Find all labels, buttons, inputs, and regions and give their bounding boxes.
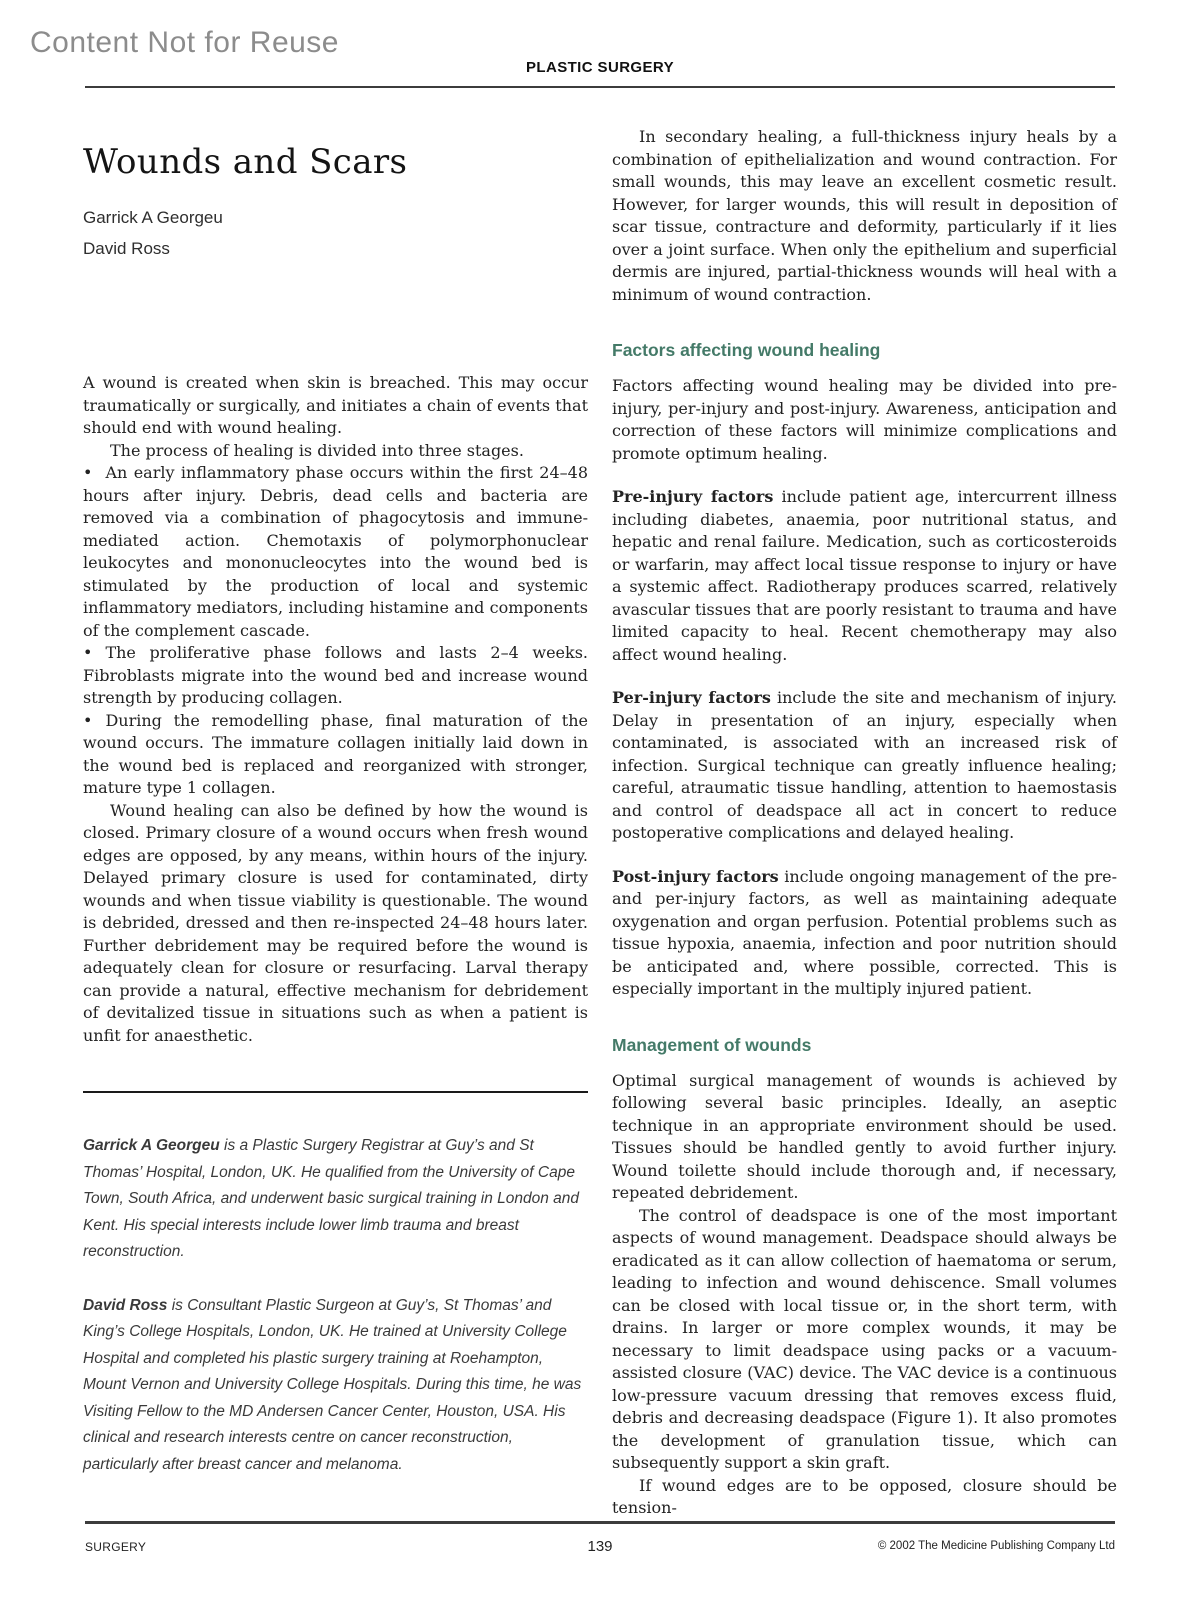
author-name: David Ross	[83, 239, 170, 258]
bullet-item	[83, 642, 588, 710]
running-head-section: PLASTIC SURGERY	[526, 59, 674, 76]
bullet-text: An early inflammatory phase occurs within the first 24–48 hours after injury. Debris, dead cells and bacteria are removed via a combination of phagocytosis and immune-mediated action. Chemotaxis of polymorphonuclear leukocytes and mononucleocytes into the wound bed is stimulated by the production of local and systemic inflammatory mediators, including histamine and components of the complement cascade.	[83, 463, 588, 640]
section-heading-factors: Factors affecting wound healing	[612, 340, 881, 360]
bullet-text: During the remodelling phase, final maturation of the wound occurs. The immature collagen initially laid down in the wound bed is replaced and reorganized with stronger, mature type 1 collagen.	[83, 710, 588, 797]
paragraph: In secondary healing, a full-thickness injury heals by a combination of epithelialization and wound contraction. For small wounds, this may leave an excellent cosmetic result. However, for larger wounds, this will result in deposition of scar tissue, contracture and deformity, particularly if it lies over a joint surface. When only the epithelium and superficial dermis are injured, partial-thickness wounds will heal with a minimum of wound contraction.	[612, 127, 1117, 304]
paragraph-rest: include ongoing management of the pre- and per-injury factors, as well as maintaining adequate oxygenation and organ perfusion. Potential problems such as tissue hypoxia, anaemia, infection and poor nutrition should be anticipated and, where possible, corrected. This is especially important in the multiply injured patient.	[612, 866, 1118, 998]
bullet-item	[83, 710, 588, 800]
author-name: Garrick A Georgeu	[83, 208, 223, 227]
bio-divider-rule	[83, 1091, 588, 1093]
page-number: 139	[587, 1538, 613, 1555]
bullet-icon: •	[83, 643, 93, 662]
journal-name: SURGERY	[85, 1540, 147, 1554]
bio-text: is a Plastic Surgery Registrar at Guy’s and St Thomas’ Hospital, London, UK. He qualified from the University of Cape Town, South Africa, and underwent basic surgical training in London and Kent. His special interests include lower limb trauma and breast reconstruction.	[83, 1137, 580, 1260]
paragraph: A wound is created when skin is breached. This may occur traumatically or surgically, and initiates a chain of events that should end with wound healing.	[83, 373, 588, 437]
paragraph-rest: include patient age, intercurrent illness including diabetes, anaemia, poor nutritional status, and hepatic and renal failure. Medication, such as corticosteroids or warfarin, may affect local tissue response to injury or have a systemic affect. Radiotherapy produces scarred, relatively avascular tissues that are poorly resistant to trauma and have limited capacity to heal. Recent chemotherapy may also affect wound healing.	[612, 487, 1118, 664]
paragraph: Wound healing can also be defined by how the wound is closed. Primary closure of a wound occurs when fresh wound edges are opposed, by any means, within hours of the injury. Delayed primary closure is used for contaminated, dirty wounds and when tissue viability is questionable. The wound is debrided, dressed and then re-inspected 24–48 hours later. Further debridement may be required before the wound is adequately clean for closure or resurfacing. Larval therapy can provide a natural, effective mechanism for debridement of devitalized tissue in situations such as when a patient is unfit for anaesthetic.	[83, 800, 588, 1045]
bio-text: is Consultant Plastic Surgeon at Guy’s, St Thomas’ and King’s College Hospitals, London, UK. He trained at University College Hospital and completed his plastic surgery training at Roehampton, Mount Vernon and University College Hospitals. During this time, he was Visiting Fellow to the MD Andersen Cancer Center, Houston, USA. His clinical and research interests centre on cancer reconstruction, particularly after breast cancer and melanoma.	[83, 1296, 582, 1473]
paragraph-pre-injury	[612, 486, 1117, 666]
paragraph-lead: Per-injury factors	[612, 688, 771, 707]
paragraph: Factors affecting wound healing may be divided into pre-injury, per-injury and post-injury. Awareness, anticipation and correction of these factors will minimize complications and promote optimum healing.	[612, 376, 1117, 463]
left-column	[83, 118, 588, 1520]
paragraph: The control of deadspace is one of the most important aspects of wound management. Deadspace should always be eradicated as it can allow collection of haematoma or serum, leading to infection and wound dehiscence. Small volumes can be closed with local tissue or, in the short term, with drains. In larger or more complex wounds, it may be necessary to limit deadspace using packs or a vacuum-assisted closure (VAC) device. The VAC device is a continuous low-pressure vacuum dressing that removes excess fluid, debris and decreasing deadspace (Figure 1). It also promotes the development of granulation tissue, which can subsequently support a skin graft.	[612, 1205, 1117, 1472]
author-bios	[83, 1133, 588, 1478]
right-column	[612, 126, 1117, 1520]
paragraph-lead: Post-injury factors	[612, 866, 779, 886]
article-body-left	[83, 372, 588, 1047]
bullet-icon: •	[83, 463, 93, 482]
paragraph-per-injury	[612, 687, 1117, 845]
header-rule	[85, 86, 1115, 88]
bio-name: Garrick A Georgeu	[83, 1137, 220, 1154]
section-heading-management: Management of wounds	[612, 1034, 812, 1055]
two-column-layout	[83, 118, 1117, 1520]
author-bio	[83, 1293, 588, 1479]
bullet-item	[83, 462, 588, 642]
paragraph: The process of healing is divided into three stages.	[110, 440, 524, 460]
paragraph-rest: include the site and mechanism of injury. Delay in presentation of an injury, especially when contaminated, is associated with an increased risk of infection. Surgical technique can greatly influence healing; careful, atraumatic tissue handling, attention to haemostasis and control of deadspace all act in concert to reduce postoperative complications and delayed healing.	[612, 688, 1117, 842]
author-list	[83, 202, 588, 264]
watermark-text: Content Not for Reuse	[30, 26, 339, 59]
paragraph: Optimal surgical management of wounds is achieved by following several basic principles. Ideally, an aseptic technique in an appropriate environment should be used. Tissues should be handled gently to avoid further injury. Wound toilette should include thorough and, if necessary, repeated debridement.	[612, 1070, 1117, 1202]
article-title: Wounds and Scars	[83, 142, 408, 182]
paragraph: If wound edges are to be opposed, closure should be tension-	[612, 1475, 1117, 1517]
bio-name: David Ross	[83, 1296, 168, 1314]
bullet-text: The proliferative phase follows and lasts 2–4 weeks. Fibroblasts migrate into the wound bed and increase wound strength by producing collagen.	[83, 643, 588, 707]
paragraph-lead: Pre-injury factors	[612, 487, 774, 506]
bullet-icon: •	[83, 710, 93, 730]
author-bio	[83, 1133, 588, 1266]
footer-rule	[85, 1521, 1115, 1524]
paragraph-post-injury	[612, 866, 1117, 1001]
copyright-notice: © 2002 The Medicine Publishing Company Ltd	[877, 1540, 1115, 1552]
